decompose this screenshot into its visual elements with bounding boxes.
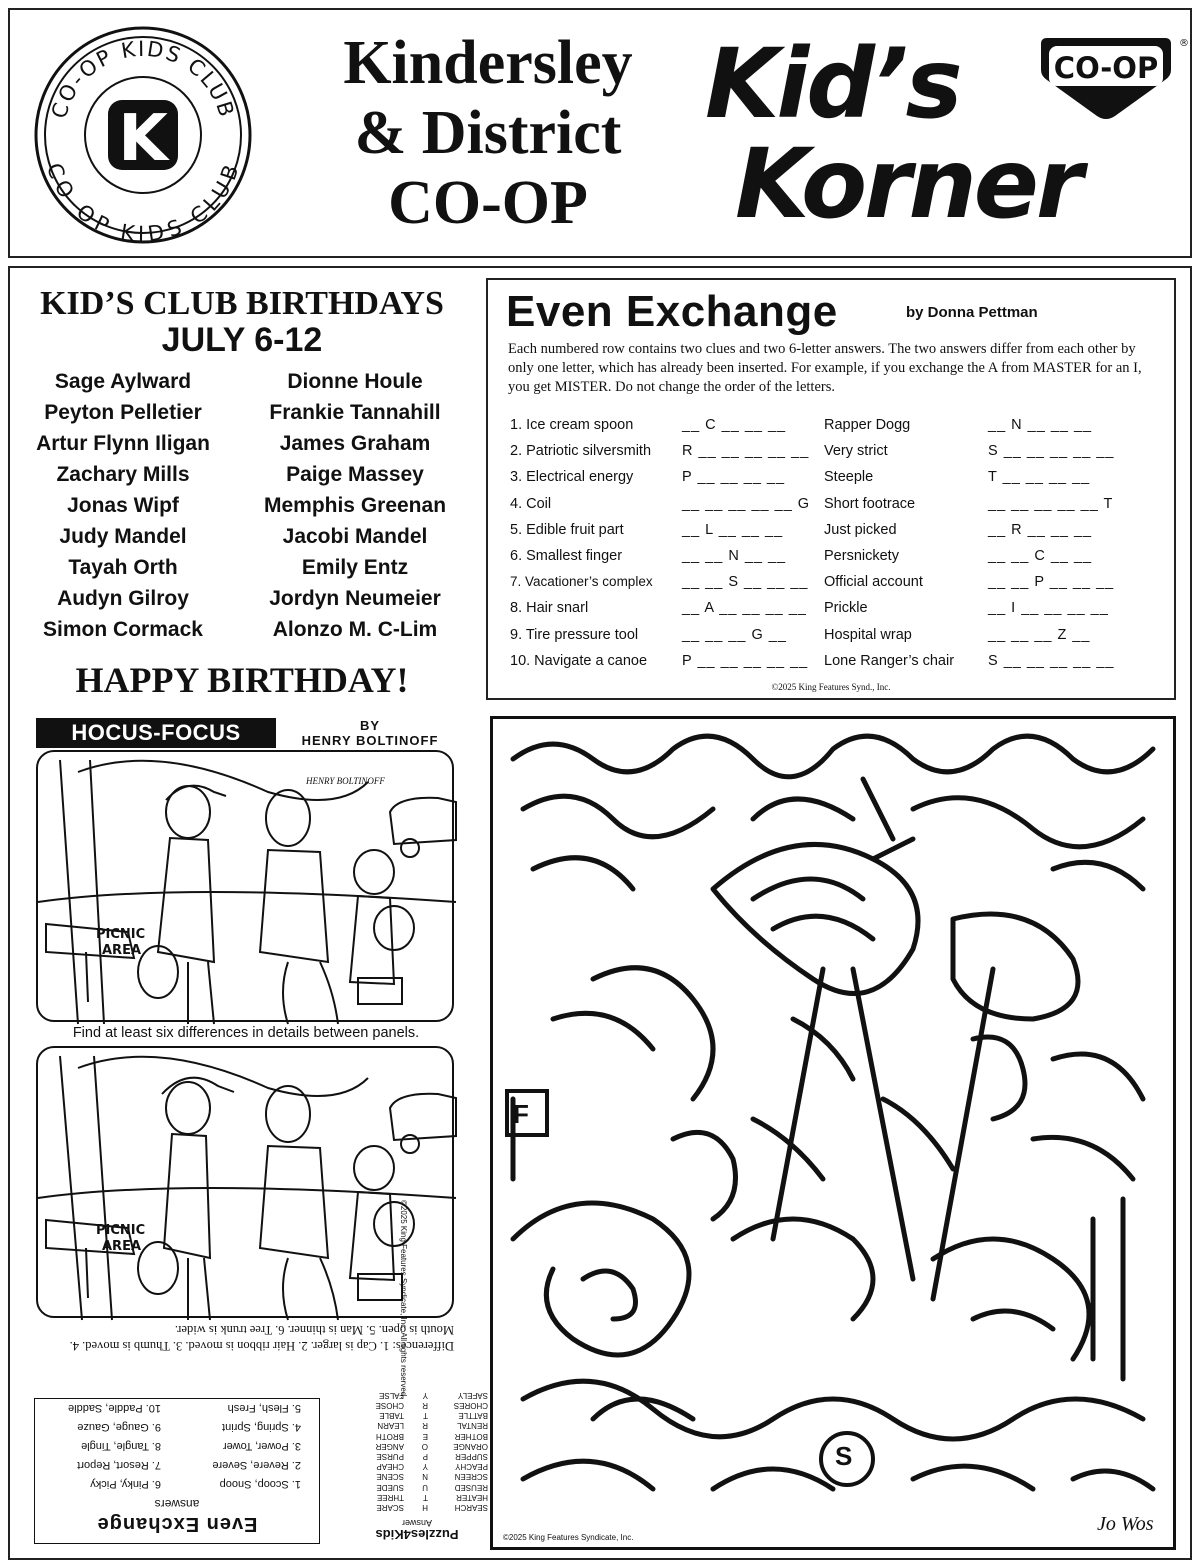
answer-pair: 7. Resort, Report: [77, 1459, 161, 1471]
store-name-line-3: CO-OP: [388, 169, 588, 237]
birthday-name: Jacobi Mandel: [282, 525, 428, 548]
clue-left: 4. Coil: [510, 495, 552, 512]
clue-right: Lone Ranger’s chair: [824, 652, 955, 669]
answer-blanks-right: __ __ C __ __: [988, 547, 1093, 564]
answer-blanks-right: __ __ __ Z __: [988, 626, 1091, 643]
answer-word: BOTHER: [454, 1431, 488, 1441]
birthday-name: Tayah Orth: [68, 556, 178, 579]
even-exchange-row: [510, 492, 1160, 518]
answer-letter: E: [422, 1431, 428, 1441]
hocus-focus-byline: [290, 718, 450, 748]
birthday-name: Zachary Mills: [56, 463, 190, 486]
seal-text-bottom: CO-OP KIDS CLUB: [41, 160, 245, 246]
answer-word: SCENE: [376, 1472, 404, 1482]
seal-letter: K: [118, 102, 168, 176]
clue-left: 1. Ice cream spoon: [510, 417, 634, 433]
picnic-sign-line-2: AREA: [102, 1239, 142, 1254]
answer-blanks-right: S __ __ __ __ __: [988, 652, 1115, 669]
clue-right: Steeple: [824, 469, 874, 486]
even-exchange-instructions: Each numbered row contains two clues and two 6-letter answers. The two answers differ from each other by only one letter, which has already been inserted. For example, if you exchange the A from MASTER for an I, you get MISTER. Do not change the order of the letters.: [508, 341, 1142, 395]
even-exchange-byline: by Donna Pettman: [906, 304, 1038, 321]
even-exchange-answers-subtitle: answers: [154, 1497, 200, 1511]
answer-word: SEARCH: [454, 1503, 488, 1512]
answer-word: ORANGE: [453, 1441, 488, 1451]
maze-copyright: ©2025 King Features Syndicate, Inc.: [503, 1533, 634, 1542]
answer-blanks-left: __ L __ __ __: [682, 521, 784, 538]
answer-word: FALSE: [379, 1390, 404, 1400]
answer-word: SCARE: [376, 1503, 404, 1512]
answer-column: [453, 1390, 488, 1512]
page-header: [8, 8, 1192, 258]
answer-pair: 2. Revere, Severe: [212, 1459, 301, 1471]
even-exchange-row: [510, 649, 1160, 675]
answer-pair: 6. Pinky, Picky: [90, 1478, 161, 1490]
answer-word: CHEAP: [376, 1462, 404, 1472]
answer-pair: 5. Flesh, Fresh: [227, 1402, 301, 1414]
answer-word: PURSE: [376, 1451, 404, 1461]
answer-letter: P: [422, 1451, 428, 1461]
birthday-name: Jordyn Neumeier: [269, 587, 441, 610]
even-exchange-answers-title: Even Exchange: [96, 1513, 258, 1535]
birthday-name: Memphis Greenan: [263, 494, 447, 517]
answer-blanks-right: T __ __ __ __: [988, 469, 1091, 486]
answer-word: RENTAL: [457, 1421, 488, 1431]
answer-blanks-left: __ __ __ __ __ G: [682, 495, 811, 512]
birthday-name: Judy Mandel: [59, 525, 187, 548]
clue-right: Just picked: [824, 521, 897, 538]
cartoon-illustration: [38, 1048, 456, 1320]
birthday-name: Peyton Pelletier: [44, 401, 202, 424]
answer-column: [68, 1398, 161, 1493]
birthday-name: Alonzo M. C-Lim: [272, 618, 438, 641]
answer-letter: T: [423, 1492, 428, 1502]
even-exchange-copyright: ©2025 King Features Synd., Inc.: [771, 682, 891, 692]
birthday-name: Paige Massey: [286, 463, 424, 486]
picnic-sign-line-1: PICNIC: [96, 1223, 146, 1238]
answer-column: [422, 1390, 428, 1512]
coop-logo-text: CO-OP: [1053, 51, 1159, 85]
answer-pair: 1. Scoop, Snoop: [219, 1478, 301, 1490]
answer-word: HEATER: [456, 1492, 488, 1502]
answer-word: REUSED: [454, 1482, 488, 1492]
answer-pair: 10. Paddle, Saddle: [68, 1402, 161, 1414]
hocus-focus-answers: Differences: 1. Cap is larger. 2. Hair ribbon is moved. 3. Thumb is moved. 4. Mouth is open. 5. Man is thinner. 6. Tree trunk is wider.: [69, 1323, 454, 1353]
answer-word: BATTLE: [458, 1411, 488, 1421]
hocus-focus-title: HOCUS-FOCUS: [36, 718, 276, 748]
clue-left: 8. Hair snarl: [510, 600, 589, 617]
answer-blanks-left: P __ __ __ __ __: [682, 652, 809, 669]
birthday-name: Frankie Tannahill: [269, 401, 441, 424]
answer-pair: 3. Power, Tower: [222, 1440, 301, 1452]
birthday-names-right: [240, 366, 470, 645]
store-name: [278, 28, 698, 238]
answer-word: SCREEN: [454, 1472, 488, 1482]
answer-letter: O: [421, 1441, 428, 1451]
clue-right: Short footrace: [824, 495, 916, 512]
answer-letter: N: [422, 1472, 428, 1482]
answer-blanks-right: __ __ __ __ __ T: [988, 495, 1114, 512]
artist-signature: HENRY BOLTINOFF: [306, 776, 385, 786]
clue-left: 6. Smallest finger: [510, 547, 623, 564]
clue-right: Prickle: [824, 600, 868, 617]
clue-left: 10. Navigate a canoe: [510, 652, 648, 669]
answer-word: TABLE: [379, 1411, 404, 1421]
maze-end-letter: S: [835, 1441, 853, 1471]
palm-tree-maze: [490, 716, 1176, 1550]
answer-word: CHOSE: [375, 1400, 404, 1410]
birthdays-title: KID’S CLUB BIRTHDAYS: [40, 285, 444, 322]
kids-korner-line-2: Korner: [735, 128, 1081, 240]
even-exchange-row: [510, 518, 1160, 544]
birthdays-dates: JULY 6-12: [161, 321, 323, 359]
even-exchange-row: [510, 570, 1160, 596]
byline-by: BY: [359, 718, 381, 733]
clue-left: 3. Electrical energy: [510, 469, 634, 486]
even-exchange-row: [510, 465, 1160, 491]
answer-blanks-left: P __ __ __ __: [682, 469, 786, 486]
hocus-focus-copyright: ©2025 King Features Syndicate, Inc. All rights reserved.: [399, 1200, 408, 1399]
answer-blanks-left: R __ __ __ __ __: [682, 443, 810, 460]
maze-artist-signature: Jo Wos: [1097, 1513, 1154, 1535]
answer-column: [376, 1390, 404, 1512]
answer-column: [212, 1398, 301, 1493]
clue-right: Very strict: [824, 443, 888, 460]
store-name-line-2: & District: [354, 99, 622, 167]
clue-left: 2. Patriotic silversmith: [510, 443, 652, 460]
answer-blanks-left: __ __ __ G __: [682, 626, 787, 643]
maze-illustration: [493, 719, 1173, 1547]
even-exchange-row: [510, 439, 1160, 465]
hocus-focus-panel-bottom: [36, 1046, 454, 1318]
clue-left: 9. Tire pressure tool: [510, 626, 639, 643]
kids-korner-line-1: Kid’s: [705, 28, 960, 140]
birthday-name: Simon Cormack: [43, 618, 203, 641]
kids-club-seal-logo: [32, 24, 254, 246]
happy-birthday-heading: HAPPY BIRTHDAY!: [75, 660, 409, 700]
even-exchange-row: [510, 544, 1160, 570]
clue-left: 7. Vacationer’s complex: [510, 574, 653, 590]
hocus-focus-instructions: Find at least six differences in details between panels.: [72, 1025, 420, 1041]
cartoon-illustration: [38, 752, 456, 1024]
clue-right: Persnickety: [824, 547, 899, 564]
answer-word: PEACHY: [455, 1462, 488, 1472]
picnic-sign-line-1: PICNIC: [96, 927, 146, 942]
even-exchange-puzzle: [486, 278, 1176, 700]
answer-blanks-left: __ A __ __ __ __: [682, 600, 807, 617]
picnic-sign-line-2: AREA: [102, 943, 142, 958]
answer-letter: T: [423, 1411, 428, 1421]
answer-blanks-right: __ N __ __ __: [988, 417, 1093, 433]
answer-word: CHORES: [453, 1400, 488, 1410]
answer-blanks-left: __ __ S __ __ __: [682, 574, 809, 591]
registered-mark: ®: [1179, 38, 1189, 49]
answer-word: BROTH: [376, 1431, 404, 1441]
clue-right: Rapper Dogg: [824, 417, 911, 433]
byline-author: HENRY BOLTINOFF: [301, 733, 439, 748]
even-exchange-title: Even Exchange: [506, 287, 838, 336]
hocus-focus-panel-top: [36, 750, 454, 1022]
puzzles4kids-title: Puzzles4Kids: [375, 1527, 459, 1542]
birthday-name: Dionne Houle: [287, 370, 423, 393]
answer-letter: U: [422, 1482, 428, 1492]
birthday-name: Audyn Gilroy: [57, 587, 189, 610]
answer-pair: 8. Tangle, Tingle: [81, 1440, 161, 1452]
even-exchange-row: [510, 623, 1160, 649]
answer-blanks-left: __ __ N __ __: [682, 547, 787, 564]
answer-letter: R: [422, 1400, 428, 1410]
clue-right: Official account: [824, 574, 923, 591]
answer-letter: H: [422, 1503, 428, 1512]
puzzles4kids-answers: [340, 1372, 494, 1542]
even-exchange-answers: [34, 1398, 320, 1544]
kids-korner-title: [705, 28, 1189, 250]
even-exchange-rows: [510, 413, 1160, 675]
answer-blanks-left: __ C __ __ __: [682, 417, 787, 433]
answer-word: SUEDE: [376, 1482, 404, 1492]
birthday-name: James Graham: [279, 432, 431, 455]
answer-blanks-right: __ __ P __ __ __: [988, 574, 1115, 591]
answer-letter: R: [422, 1421, 428, 1431]
birthday-names-left: [8, 366, 238, 645]
answer-pair: 4. Spring, Sprint: [222, 1421, 301, 1433]
answer-blanks-right: __ R __ __ __: [988, 521, 1093, 538]
answer-word: THREE: [376, 1492, 404, 1502]
answer-word: SUPPER: [455, 1451, 488, 1461]
puzzles4kids-subtitle: Answer: [402, 1518, 433, 1528]
answer-word: LEARN: [377, 1421, 404, 1431]
birthday-name: Artur Flynn Iligan: [36, 432, 210, 455]
clue-left: 5. Edible fruit part: [510, 521, 624, 538]
answer-blanks-right: S __ __ __ __ __: [988, 443, 1115, 460]
clue-right: Hospital wrap: [824, 626, 912, 643]
answer-word: SAFELY: [457, 1390, 488, 1400]
store-name-line-1: Kindersley: [343, 29, 633, 97]
answer-letter: Y: [422, 1390, 428, 1400]
answer-blanks-right: __ I __ __ __ __: [988, 600, 1109, 617]
maze-start-letter: F: [513, 1099, 529, 1129]
birthday-name: Jonas Wipf: [67, 494, 179, 517]
seal-text-top: CO-OP KIDS CLUB: [46, 36, 240, 122]
birthday-name: Emily Entz: [301, 556, 409, 579]
even-exchange-row: [510, 413, 1160, 439]
birthday-name: Sage Aylward: [54, 370, 192, 393]
even-exchange-row: [510, 596, 1160, 622]
answer-letter: Y: [422, 1462, 428, 1472]
answer-word: ANGER: [375, 1441, 404, 1451]
answer-pair: 9. Gauge, Gauze: [77, 1421, 161, 1433]
coop-logo: [1035, 34, 1189, 122]
